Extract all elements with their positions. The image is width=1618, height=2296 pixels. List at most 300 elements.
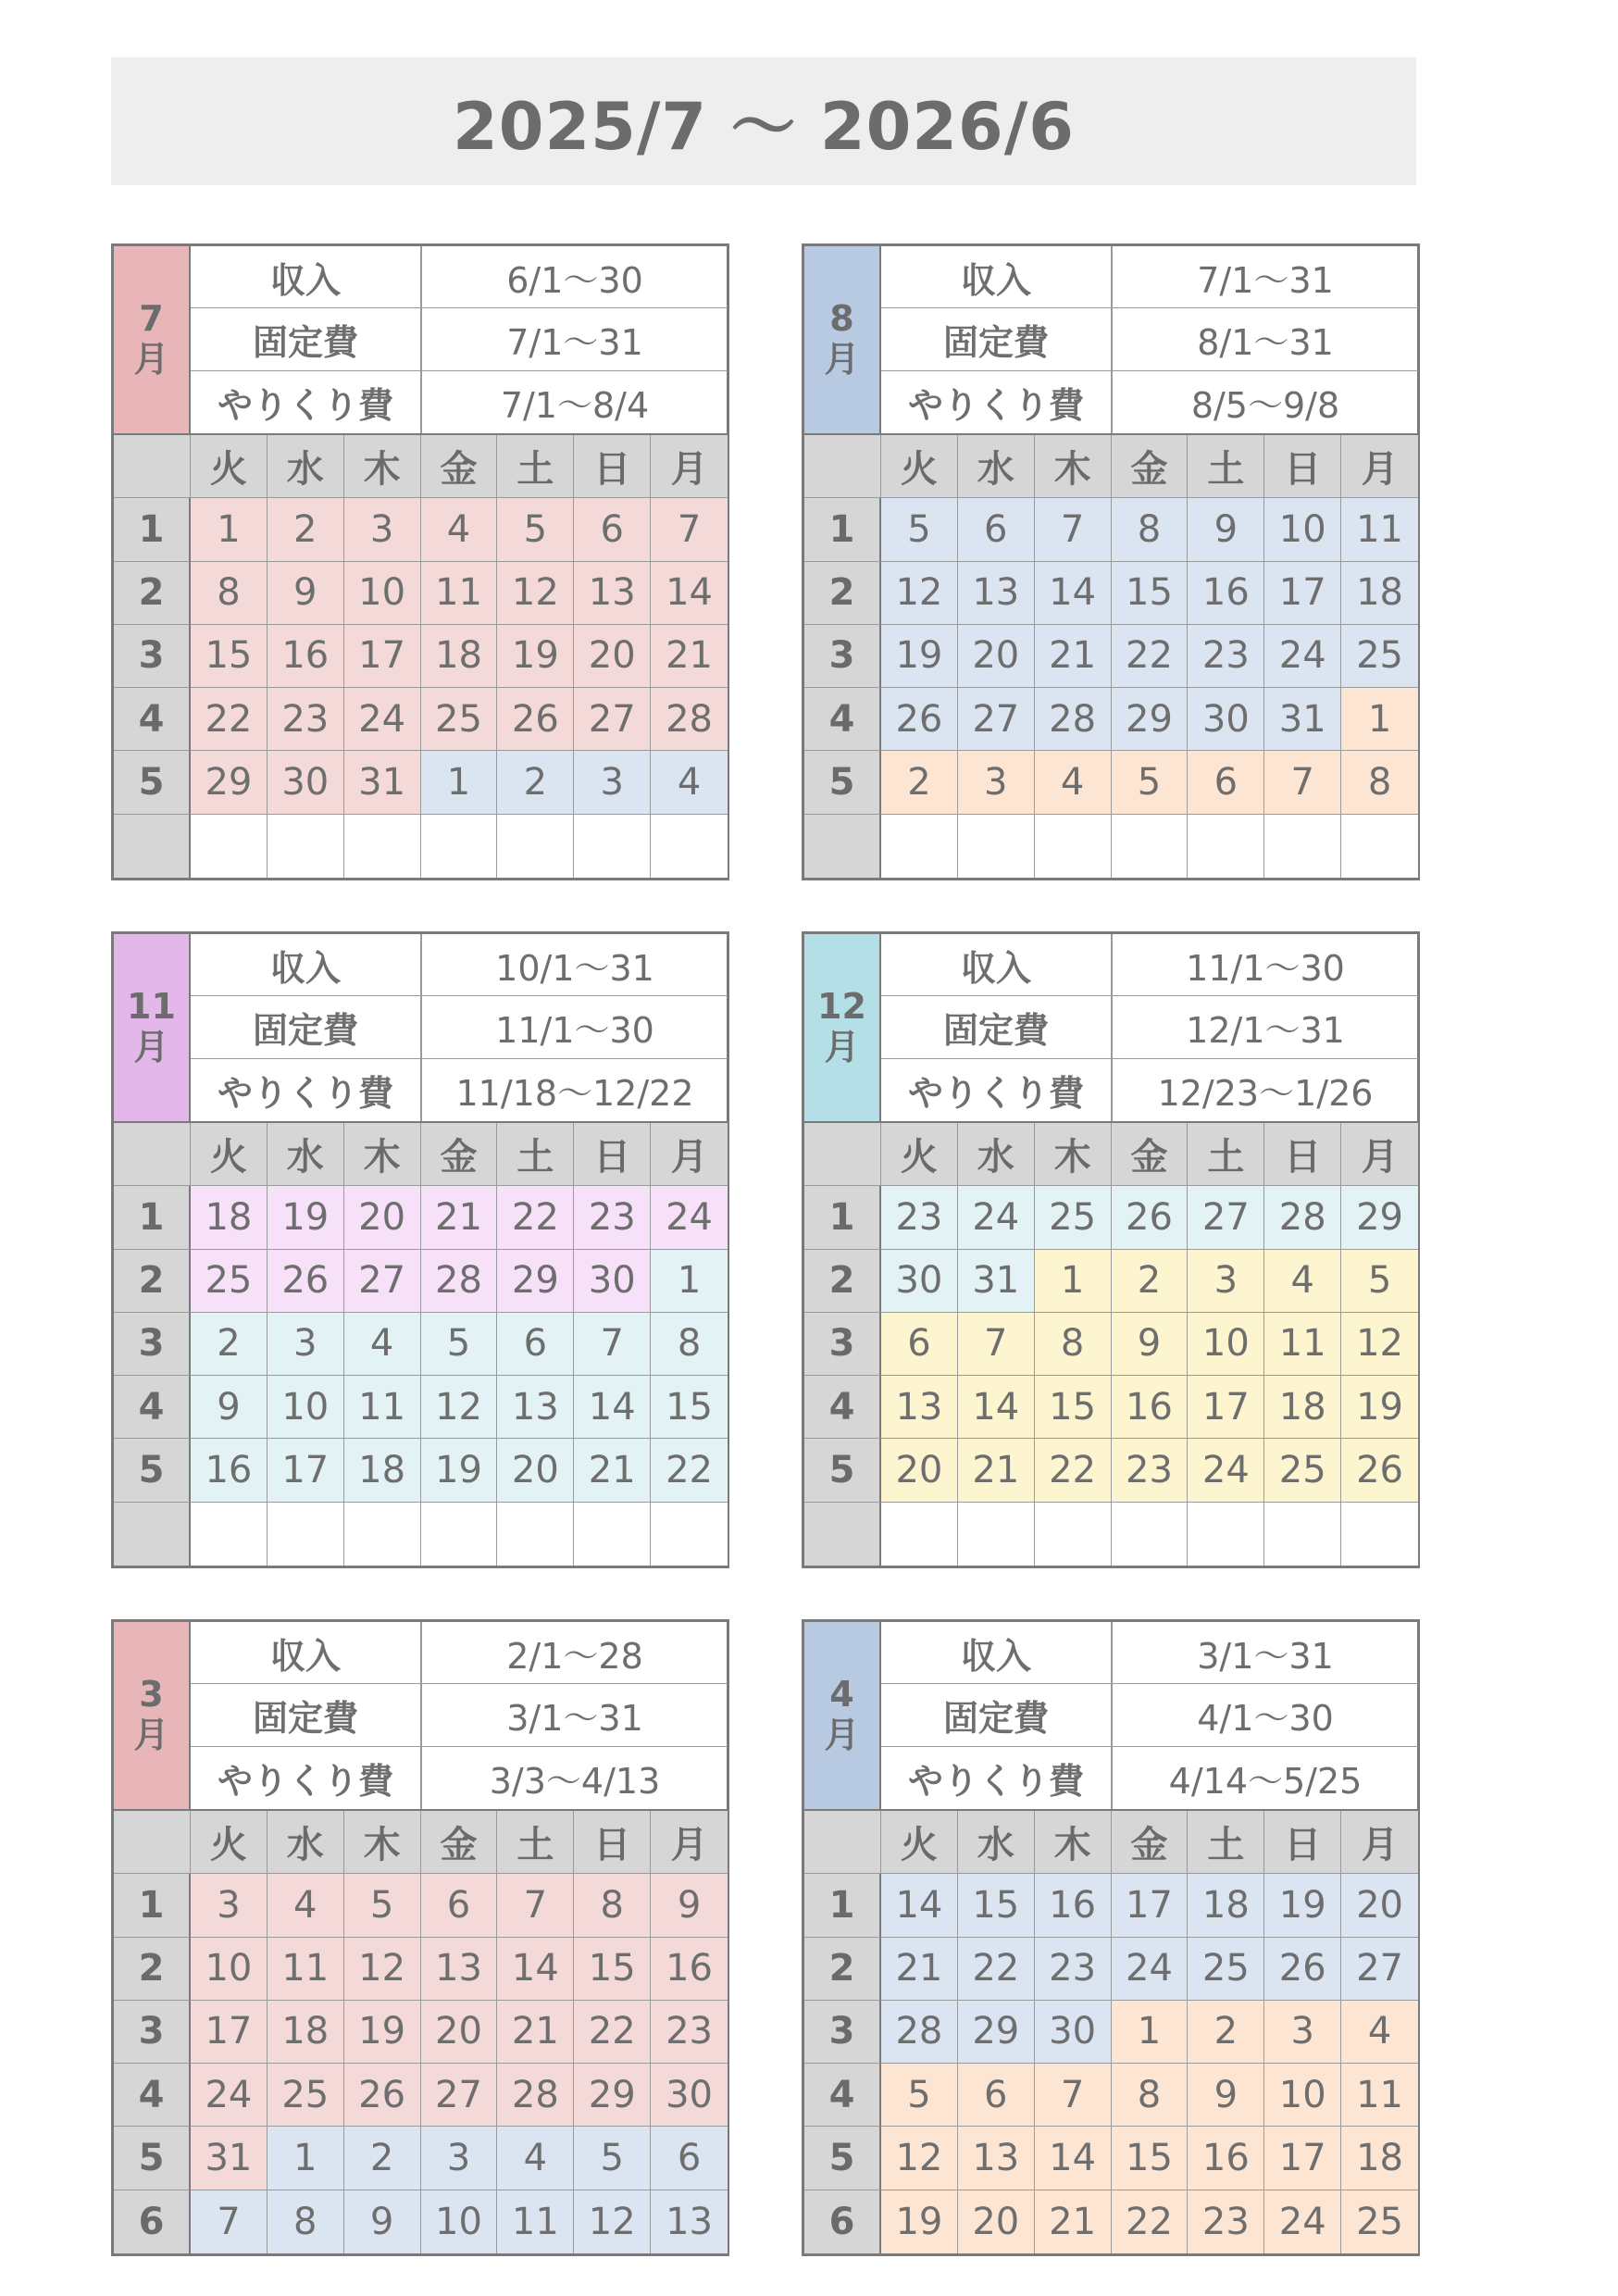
day-cell: 21: [958, 1439, 1035, 1502]
day-cell: 6: [958, 498, 1035, 561]
month-unit: 月: [824, 339, 860, 380]
month-label: [804, 246, 881, 435]
day-cell: 11: [1341, 498, 1418, 561]
day-cell: 4: [1035, 751, 1112, 814]
page-title: 2025/7 ～ 2026/6: [111, 57, 1416, 185]
day-cell: 21: [497, 2001, 574, 2064]
day-cell: [881, 1503, 958, 1566]
day-cell: 17: [191, 2001, 268, 2064]
week-number: 1: [114, 1186, 191, 1249]
weekday-header: 木: [1035, 1123, 1112, 1186]
income-label: 収入: [191, 246, 422, 308]
weekday-header: 日: [1264, 1123, 1341, 1186]
weekday-header: 土: [497, 1123, 574, 1186]
day-cell: [344, 815, 421, 878]
weekday-header: 水: [958, 1811, 1035, 1874]
day-cell: 4: [1264, 1250, 1341, 1313]
day-cell: 7: [1264, 751, 1341, 814]
fixed-cost-label: 固定費: [881, 996, 1113, 1058]
week-number: 1: [804, 1186, 881, 1249]
day-cell: 1: [421, 751, 498, 814]
day-cell: 25: [421, 688, 498, 751]
day-cell: 3: [574, 751, 651, 814]
day-cell: 9: [268, 562, 344, 625]
day-cell: 31: [958, 1250, 1035, 1313]
day-cell: 15: [191, 625, 268, 688]
day-cell: 22: [191, 688, 268, 751]
fixed-cost-label: 固定費: [191, 996, 422, 1058]
day-cell: 26: [881, 688, 958, 751]
day-cell: 23: [1188, 625, 1264, 688]
day-cell: 16: [1188, 562, 1264, 625]
day-cell: 5: [421, 1313, 498, 1376]
day-cell: 13: [574, 562, 651, 625]
month-label: [114, 934, 191, 1123]
day-cell: 12: [574, 2190, 651, 2253]
week-number: 3: [804, 1313, 881, 1376]
day-cell: [344, 1503, 421, 1566]
week-number: 4: [804, 2064, 881, 2127]
day-cell: 19: [421, 1439, 498, 1502]
variable-cost-period: 11/18～12/22: [455, 1072, 694, 1114]
week-number: 4: [804, 1376, 881, 1439]
income-period: 7/1～31: [1113, 246, 1418, 308]
day-cell: 14: [497, 1938, 574, 2001]
income-label: 収入: [191, 934, 422, 996]
day-cell: 1: [1035, 1250, 1112, 1313]
day-cell: 15: [1112, 562, 1189, 625]
day-cell: 23: [1035, 1938, 1112, 2001]
day-cell: [1188, 815, 1264, 878]
weekday-header: 木: [344, 1811, 421, 1874]
day-cell: 12: [881, 562, 958, 625]
day-cell: 7: [1035, 2064, 1112, 2127]
day-cell: 30: [881, 1250, 958, 1313]
weekday-header: 火: [881, 435, 958, 498]
day-cell: 4: [651, 751, 728, 814]
day-cell: 5: [881, 498, 958, 561]
month-label: [804, 934, 881, 1123]
day-cell: 18: [268, 2001, 344, 2064]
day-cell: 22: [1112, 2190, 1189, 2253]
budget-periods: [881, 1622, 1418, 1811]
day-cell: 4: [344, 1313, 421, 1376]
day-cell: [191, 815, 268, 878]
fixed-cost-period: 8/1～31: [1113, 308, 1418, 370]
day-cell: 17: [268, 1439, 344, 1502]
day-cell: 26: [1264, 1938, 1341, 2001]
day-cell: 30: [651, 2064, 728, 2127]
weekday-header: 火: [191, 435, 268, 498]
calendar-table: [114, 435, 728, 878]
day-cell: 12: [344, 1938, 421, 2001]
day-cell: 8: [1112, 2064, 1189, 2127]
day-cell: 24: [651, 1186, 728, 1249]
day-cell: [1264, 815, 1341, 878]
day-cell: 10: [344, 562, 421, 625]
calendar-table: [114, 1811, 728, 2253]
week-number: 1: [804, 498, 881, 561]
week-number: 6: [114, 2190, 191, 2253]
day-cell: 18: [421, 625, 498, 688]
week-number: 3: [114, 625, 191, 688]
day-cell: 20: [344, 1186, 421, 1249]
day-cell: 17: [1264, 562, 1341, 625]
day-cell: 18: [344, 1439, 421, 1502]
day-cell: 17: [1264, 2127, 1341, 2190]
day-cell: 12: [881, 2127, 958, 2190]
day-cell: 7: [574, 1313, 651, 1376]
day-cell: 11: [497, 2190, 574, 2253]
month-unit: 月: [824, 1027, 860, 1067]
day-cell: 24: [1112, 1938, 1189, 2001]
day-cell: 28: [1035, 688, 1112, 751]
income-period: 3/1～31: [1113, 1622, 1418, 1684]
weekday-header: 水: [268, 435, 344, 498]
month-label: [114, 1622, 191, 1811]
weekday-header: 月: [651, 435, 728, 498]
day-cell: 28: [1264, 1186, 1341, 1249]
weekday-header: 日: [574, 1811, 651, 1874]
day-cell: 22: [651, 1439, 728, 1502]
month-unit: 月: [824, 1715, 860, 1755]
day-cell: 9: [344, 2190, 421, 2253]
weekday-header: 木: [344, 1123, 421, 1186]
day-cell: [1035, 1503, 1112, 1566]
weekday-header: 金: [1112, 1811, 1189, 1874]
variable-cost-period: 4/14～5/25: [1168, 1760, 1363, 1802]
day-cell: 22: [497, 1186, 574, 1249]
week-number: [114, 815, 191, 878]
day-cell: 19: [344, 2001, 421, 2064]
day-cell: 12: [1341, 1313, 1418, 1376]
fixed-cost-period: 7/1～31: [422, 308, 728, 370]
calendar-table: [804, 1123, 1418, 1566]
day-cell: 13: [421, 1938, 498, 2001]
day-cell: 31: [344, 751, 421, 814]
variable-cost-label: やりくり費: [191, 371, 422, 433]
weekday-header: 火: [881, 1123, 958, 1186]
weekday-header: 水: [958, 435, 1035, 498]
variable-cost-period: 3/3～4/13: [489, 1760, 661, 1802]
weekday-header: 金: [421, 435, 498, 498]
day-cell: 4: [268, 1874, 344, 1937]
weekday-header: 月: [1341, 1123, 1418, 1186]
day-cell: 24: [1264, 2190, 1341, 2253]
day-cell: 18: [1264, 1376, 1341, 1439]
day-cell: 9: [191, 1376, 268, 1439]
day-cell: 18: [1188, 1874, 1264, 1937]
fixed-cost-label: 固定費: [191, 1684, 422, 1746]
day-cell: 12: [497, 562, 574, 625]
week-number: 1: [114, 1874, 191, 1937]
day-cell: 25: [1341, 625, 1418, 688]
day-cell: 1: [1112, 2001, 1189, 2064]
day-cell: 4: [1341, 2001, 1418, 2064]
budget-periods: [191, 934, 728, 1123]
day-cell: 15: [1035, 1376, 1112, 1439]
day-cell: 23: [268, 688, 344, 751]
day-cell: 3: [958, 751, 1035, 814]
day-cell: 1: [191, 498, 268, 561]
day-cell: 16: [191, 1439, 268, 1502]
month-unit: 月: [133, 1715, 169, 1755]
month-unit: 月: [133, 1027, 169, 1067]
day-cell: 24: [344, 688, 421, 751]
day-cell: 13: [881, 1376, 958, 1439]
weekday-header: 月: [1341, 1811, 1418, 1874]
day-cell: 21: [1035, 2190, 1112, 2253]
week-number: 4: [114, 1376, 191, 1439]
day-cell: [1341, 1503, 1418, 1566]
day-cell: 6: [881, 1313, 958, 1376]
weekday-header: 土: [1188, 1123, 1264, 1186]
day-cell: 26: [268, 1250, 344, 1313]
month-block-1: [802, 243, 1420, 880]
day-cell: 15: [574, 1938, 651, 2001]
week-number: 2: [114, 1250, 191, 1313]
day-cell: 19: [881, 2190, 958, 2253]
day-cell: 21: [881, 1938, 958, 2001]
day-cell: 16: [1112, 1376, 1189, 1439]
day-cell: 21: [651, 625, 728, 688]
weekday-header: 金: [421, 1811, 498, 1874]
income-period: 6/1～30: [422, 246, 728, 308]
day-cell: [958, 815, 1035, 878]
day-cell: 7: [497, 1874, 574, 1937]
weekday-header: 土: [1188, 1811, 1264, 1874]
day-cell: 20: [881, 1439, 958, 1502]
budget-periods: [191, 246, 728, 435]
day-cell: 3: [421, 2127, 498, 2190]
week-number: 1: [804, 1874, 881, 1937]
week-number: 2: [114, 562, 191, 625]
day-cell: 26: [497, 688, 574, 751]
weekday-header: 日: [1264, 435, 1341, 498]
week-number: 5: [114, 2127, 191, 2190]
month-number: 11: [127, 986, 176, 1028]
weekday-header: 金: [421, 1123, 498, 1186]
month-block-3: [802, 931, 1420, 1568]
day-cell: 18: [1341, 562, 1418, 625]
day-cell: 22: [574, 2001, 651, 2064]
day-cell: 24: [958, 1186, 1035, 1249]
day-cell: 19: [268, 1186, 344, 1249]
month-block-2: [111, 931, 729, 1568]
variable-cost-period: 12/23～1/26: [1157, 1072, 1374, 1114]
variable-cost-period: 8/5～9/8: [1190, 384, 1340, 426]
week-number: 5: [804, 1439, 881, 1502]
month-number: 12: [817, 986, 866, 1028]
week-number: 3: [804, 625, 881, 688]
weekday-header: 火: [191, 1811, 268, 1874]
week-number: 2: [804, 562, 881, 625]
day-cell: 18: [1341, 2127, 1418, 2190]
day-cell: 19: [881, 625, 958, 688]
variable-cost-period: 7/1～8/4: [500, 384, 650, 426]
day-cell: 29: [497, 1250, 574, 1313]
day-cell: 27: [574, 688, 651, 751]
day-cell: 2: [1112, 1250, 1189, 1313]
week-number: 4: [804, 688, 881, 751]
day-cell: 25: [191, 1250, 268, 1313]
day-cell: 9: [1188, 2064, 1264, 2127]
day-cell: 6: [1188, 751, 1264, 814]
week-number: [804, 1503, 881, 1566]
day-cell: 22: [958, 1938, 1035, 2001]
day-cell: 13: [651, 2190, 728, 2253]
day-cell: 27: [958, 688, 1035, 751]
day-cell: 23: [1188, 2190, 1264, 2253]
corner-cell: [804, 1123, 881, 1186]
day-cell: [1112, 1503, 1189, 1566]
day-cell: 17: [344, 625, 421, 688]
day-cell: 9: [1188, 498, 1264, 561]
day-cell: 11: [1341, 2064, 1418, 2127]
weekday-header: 水: [958, 1123, 1035, 1186]
day-cell: [1341, 815, 1418, 878]
weekday-header: 金: [1112, 435, 1189, 498]
income-period: 2/1～28: [422, 1622, 728, 1684]
day-cell: 7: [958, 1313, 1035, 1376]
day-cell: 2: [497, 751, 574, 814]
day-cell: 27: [1341, 1938, 1418, 2001]
weekday-header: 木: [344, 435, 421, 498]
day-cell: 29: [1112, 688, 1189, 751]
day-cell: 9: [651, 1874, 728, 1937]
income-label: 収入: [881, 1622, 1113, 1684]
day-cell: 10: [1188, 1313, 1264, 1376]
month-unit: 月: [133, 339, 169, 380]
day-cell: 26: [344, 2064, 421, 2127]
day-cell: 30: [1035, 2001, 1112, 2064]
income-period: 10/1～31: [422, 934, 728, 996]
day-cell: 5: [1112, 751, 1189, 814]
week-number: [804, 815, 881, 878]
day-cell: 14: [574, 1376, 651, 1439]
day-cell: [1188, 1503, 1264, 1566]
day-cell: 23: [881, 1186, 958, 1249]
variable-cost-label: やりくり費: [881, 1059, 1113, 1121]
day-cell: [1035, 815, 1112, 878]
day-cell: 20: [574, 625, 651, 688]
day-cell: 2: [268, 498, 344, 561]
week-number: 5: [804, 2127, 881, 2190]
month-number: 3: [139, 1674, 164, 1716]
variable-cost-label: やりくり費: [881, 371, 1113, 433]
day-cell: [1112, 815, 1189, 878]
day-cell: 3: [344, 498, 421, 561]
fixed-cost-period: 11/1～30: [422, 996, 728, 1058]
day-cell: 6: [574, 498, 651, 561]
day-cell: 27: [344, 1250, 421, 1313]
day-cell: 8: [191, 562, 268, 625]
day-cell: 16: [1188, 2127, 1264, 2190]
budget-periods: [881, 934, 1418, 1123]
day-cell: 8: [1341, 751, 1418, 814]
day-cell: 11: [344, 1376, 421, 1439]
weekday-header: 水: [268, 1123, 344, 1186]
corner-cell: [804, 435, 881, 498]
fixed-cost-label: 固定費: [191, 308, 422, 370]
day-cell: 20: [1341, 1874, 1418, 1937]
day-cell: 5: [574, 2127, 651, 2190]
day-cell: 14: [651, 562, 728, 625]
day-cell: 25: [1035, 1186, 1112, 1249]
day-cell: 27: [1188, 1186, 1264, 1249]
day-cell: [497, 815, 574, 878]
day-cell: 10: [1264, 2064, 1341, 2127]
day-cell: 21: [1035, 625, 1112, 688]
day-cell: 19: [1341, 1376, 1418, 1439]
day-cell: 10: [268, 1376, 344, 1439]
corner-cell: [114, 1811, 191, 1874]
weekday-header: 月: [1341, 435, 1418, 498]
week-number: 2: [114, 1938, 191, 2001]
day-cell: 8: [651, 1313, 728, 1376]
day-cell: 29: [1341, 1186, 1418, 1249]
day-cell: 3: [191, 1874, 268, 1937]
day-cell: 21: [421, 1186, 498, 1249]
day-cell: 25: [1188, 1938, 1264, 2001]
day-cell: [1264, 1503, 1341, 1566]
day-cell: [574, 815, 651, 878]
day-cell: 16: [1035, 1874, 1112, 1937]
day-cell: 10: [191, 1938, 268, 2001]
fixed-cost-period: 12/1～31: [1113, 996, 1418, 1058]
week-number: 3: [114, 1313, 191, 1376]
day-cell: 30: [268, 751, 344, 814]
day-cell: 2: [881, 751, 958, 814]
day-cell: 22: [1035, 1439, 1112, 1502]
day-cell: 29: [958, 2001, 1035, 2064]
day-cell: 5: [344, 1874, 421, 1937]
weekday-header: 日: [1264, 1811, 1341, 1874]
day-cell: 25: [1341, 2190, 1418, 2253]
day-cell: 31: [1264, 688, 1341, 751]
day-cell: 14: [958, 1376, 1035, 1439]
day-cell: 28: [651, 688, 728, 751]
month-block-4: [111, 1619, 729, 2256]
day-cell: 16: [651, 1938, 728, 2001]
budget-periods: [191, 1622, 728, 1811]
day-cell: 20: [421, 2001, 498, 2064]
day-cell: 23: [651, 2001, 728, 2064]
day-cell: 10: [421, 2190, 498, 2253]
day-cell: 18: [191, 1186, 268, 1249]
day-cell: 12: [421, 1376, 498, 1439]
month-number: 4: [829, 1674, 854, 1716]
day-cell: 29: [574, 2064, 651, 2127]
day-cell: 4: [497, 2127, 574, 2190]
fixed-cost-label: 固定費: [881, 308, 1113, 370]
day-cell: 8: [1035, 1313, 1112, 1376]
fixed-cost-period: 4/1～30: [1113, 1684, 1418, 1746]
day-cell: 3: [1264, 2001, 1341, 2064]
day-cell: 8: [268, 2190, 344, 2253]
day-cell: 14: [1035, 2127, 1112, 2190]
week-number: 1: [114, 498, 191, 561]
day-cell: 7: [191, 2190, 268, 2253]
week-number: 2: [804, 1938, 881, 2001]
day-cell: 11: [268, 1938, 344, 2001]
fixed-cost-period: 3/1～31: [422, 1684, 728, 1746]
weekday-header: 水: [268, 1811, 344, 1874]
day-cell: [651, 815, 728, 878]
day-cell: 24: [191, 2064, 268, 2127]
day-cell: [268, 815, 344, 878]
variable-cost-label: やりくり費: [191, 1059, 422, 1121]
